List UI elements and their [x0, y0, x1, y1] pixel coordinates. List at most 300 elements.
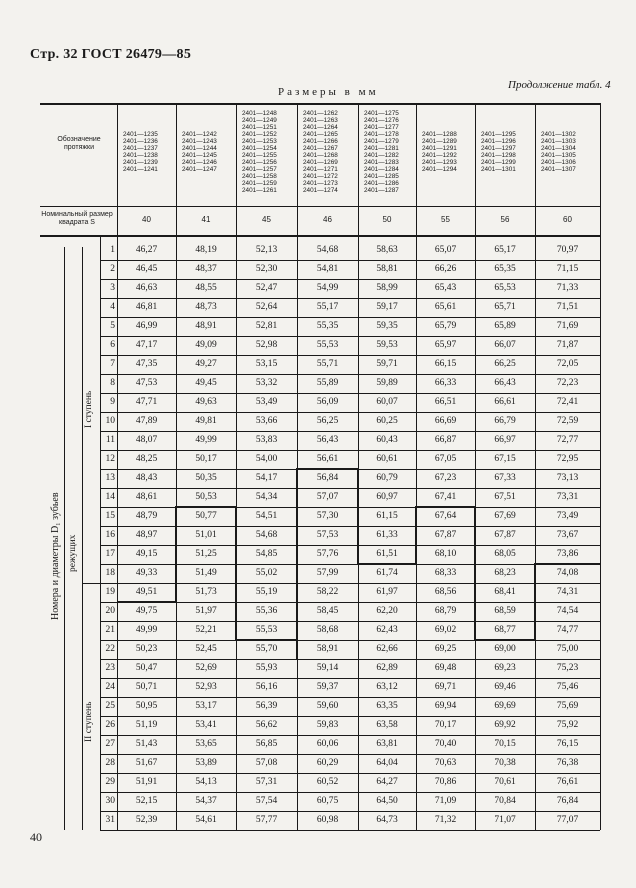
diameter-cell: 48,79	[135, 511, 158, 521]
tooth-number: 4	[110, 302, 115, 312]
diameter-cell: 75,00	[556, 644, 579, 654]
diameter-cell: 60,61	[376, 454, 398, 464]
diameter-cell: 49,63	[195, 397, 217, 407]
diameter-cell: 66,33	[434, 378, 457, 388]
diameter-cell: 74,77	[556, 625, 579, 635]
diameter-cell: 51,49	[195, 568, 217, 578]
diameter-cell: 65,79	[434, 321, 457, 331]
diameter-cell: 52,81	[255, 321, 278, 331]
diameter-cell: 60,52	[316, 777, 339, 787]
tooth-number: 18	[105, 568, 115, 578]
diameter-cell: 61,15	[376, 511, 398, 521]
step-line	[296, 468, 298, 659]
step-line	[236, 639, 297, 641]
tooth-number: 11	[105, 435, 115, 445]
diameter-cell: 74,54	[556, 606, 579, 616]
diameter-cell: 50,77	[195, 511, 217, 521]
nominal-size: 56	[500, 215, 510, 224]
diameter-cell: 55,53	[255, 625, 278, 635]
tooth-number: 3	[110, 283, 115, 293]
nominal-size: 40	[142, 215, 151, 224]
diameter-cell: 46,45	[135, 264, 158, 274]
nominal-size: 60	[563, 215, 572, 224]
diameter-cell: 72,05	[556, 359, 579, 369]
step-line	[235, 506, 237, 640]
diameter-cell: 65,35	[494, 264, 516, 274]
diameter-cell: 65,71	[494, 302, 516, 312]
diameter-cell: 68,10	[434, 549, 457, 559]
step-line	[475, 639, 535, 641]
diameter-cell: 55,71	[316, 359, 339, 369]
diameter-cell: 52,47	[255, 283, 278, 293]
diameter-cell: 66,25	[494, 359, 516, 369]
diameter-cell: 69,25	[434, 644, 457, 654]
diameter-cell: 47,71	[135, 397, 158, 407]
diameter-cell: 64,73	[376, 815, 398, 825]
diameter-cell: 56,39	[255, 701, 278, 711]
diameter-cell: 63,35	[376, 701, 398, 711]
tooth-number: 24	[105, 682, 115, 692]
diameter-cell: 73,86	[556, 549, 579, 559]
diameter-cell: 59,60	[316, 701, 339, 711]
diameter-cell: 53,17	[195, 701, 217, 711]
diameter-cell: 49,33	[135, 568, 158, 578]
diameter-cell: 51,67	[135, 758, 158, 768]
diameter-cell: 59,83	[316, 720, 339, 730]
tooth-number: 17	[105, 549, 115, 559]
units-caption: Размеры в мм	[278, 86, 379, 98]
diameter-cell: 70,15	[494, 739, 516, 749]
diameter-cell: 59,71	[376, 359, 398, 369]
diameter-cell: 54,51	[255, 511, 278, 521]
diameter-cell: 73,67	[556, 530, 579, 540]
diameter-cell: 76,15	[556, 739, 579, 749]
diameter-cell: 70,97	[556, 245, 579, 255]
diameter-cell: 60,79	[376, 473, 398, 483]
diameter-cell: 58,99	[376, 283, 398, 293]
diameter-cell: 72,23	[556, 378, 579, 388]
tooth-number: 29	[105, 777, 115, 787]
step-line	[415, 506, 417, 564]
row-rule	[100, 412, 600, 413]
diameter-cell: 66,87	[434, 435, 457, 445]
diameter-cell: 58,45	[316, 606, 339, 616]
diameter-cell: 65,07	[434, 245, 457, 255]
tooth-number: 10	[105, 416, 115, 426]
diameter-cell: 55,19	[255, 587, 278, 597]
diameter-cell: 56,62	[255, 720, 278, 730]
row-rule	[100, 374, 600, 375]
diameter-cell: 67,05	[434, 454, 457, 464]
diameter-cell: 48,91	[195, 321, 217, 331]
tooth-number: 20	[105, 606, 115, 616]
diameter-cell: 66,51	[434, 397, 457, 407]
diameter-cell: 71,07	[494, 815, 516, 825]
designation-list: 2401—1235 2401—1236 2401—1237 2401—1238 2401—1239 2401—1241	[123, 131, 158, 173]
step-line	[176, 506, 236, 508]
diameter-cell: 60,07	[376, 397, 398, 407]
nominal-size: 46	[323, 215, 332, 224]
row-rule	[100, 260, 600, 261]
tooth-number: 28	[105, 758, 115, 768]
row-rule	[100, 678, 600, 679]
diameter-cell: 66,61	[494, 397, 516, 407]
diameter-cell: 68,41	[494, 587, 516, 597]
diameter-cell: 63,81	[376, 739, 398, 749]
diameter-cell: 54,13	[195, 777, 217, 787]
diameter-cell: 71,09	[434, 796, 457, 806]
diameter-cell: 53,49	[255, 397, 278, 407]
tooth-number: 14	[105, 492, 115, 502]
diameter-cell: 58,63	[376, 245, 398, 255]
diameter-cell: 49,99	[195, 435, 217, 445]
diameter-cell: 67,23	[434, 473, 457, 483]
diameter-cell: 50,23	[135, 644, 158, 654]
diameter-cell: 72,95	[556, 454, 579, 464]
row-rule	[100, 279, 600, 280]
diameter-cell: 58,22	[316, 587, 339, 597]
diameter-cell: 60,97	[376, 492, 398, 502]
diameter-cell: 55,36	[255, 606, 278, 616]
diameter-cell: 58,68	[316, 625, 339, 635]
diameter-cell: 69,48	[434, 663, 457, 673]
diameter-cell: 67,87	[434, 530, 457, 540]
diameter-cell: 49,15	[135, 549, 158, 559]
diameter-cell: 64,27	[376, 777, 398, 787]
diameter-cell: 68,23	[494, 568, 516, 578]
diameter-cell: 46,63	[135, 283, 158, 293]
diameter-cell: 67,15	[494, 454, 516, 464]
row-rule	[100, 621, 600, 622]
designation-list: 2401—1275 2401—1276 2401—1277 2401—1278 2401—1279 2401—1281 2401—1282 2401—1283 2401—1284 2401—1285 2401—1286 2401—1287	[364, 110, 399, 194]
diameter-cell: 48,55	[195, 283, 217, 293]
header-rule	[40, 206, 600, 207]
row-rule	[100, 450, 600, 451]
diameter-cell: 66,15	[434, 359, 457, 369]
diameter-cell: 63,12	[376, 682, 398, 692]
diameter-cell: 58,81	[376, 264, 398, 274]
diameter-cell: 47,53	[135, 378, 158, 388]
nominal-size: 55	[441, 215, 450, 224]
diameter-cell: 46,81	[135, 302, 158, 312]
diameter-cell: 61,33	[376, 530, 398, 540]
diameter-cell: 57,54	[255, 796, 278, 806]
diameter-cell: 51,19	[135, 720, 158, 730]
diameter-cell: 49,27	[195, 359, 217, 369]
cutting-label: режущих	[68, 534, 78, 572]
diameter-cell: 69,02	[434, 625, 457, 635]
diameter-cell: 56,84	[316, 473, 339, 483]
diameter-cell: 65,97	[434, 340, 457, 350]
tooth-number: 9	[110, 397, 115, 407]
diameter-cell: 76,84	[556, 796, 579, 806]
diameter-cell: 59,53	[376, 340, 398, 350]
step-line	[535, 563, 600, 565]
diameter-cell: 49,51	[135, 587, 158, 597]
diameter-cell: 53,32	[255, 378, 278, 388]
tooth-number: 7	[110, 359, 115, 369]
diameter-cell: 48,73	[195, 302, 217, 312]
tooth-number: 21	[105, 625, 115, 635]
diameter-cell: 72,41	[556, 397, 579, 407]
diameter-cell: 57,77	[255, 815, 278, 825]
diameter-cell: 52,69	[195, 663, 217, 673]
diameter-cell: 59,35	[376, 321, 398, 331]
diameter-cell: 51,43	[135, 739, 158, 749]
diameter-cell: 65,53	[494, 283, 516, 293]
diameter-cell: 50,71	[135, 682, 158, 692]
diameter-cell: 69,92	[494, 720, 516, 730]
diameter-cell: 61,97	[376, 587, 398, 597]
diameter-cell: 54,17	[255, 473, 278, 483]
step-line	[175, 506, 177, 602]
row-rule	[100, 317, 600, 318]
diameter-cell: 69,46	[494, 682, 516, 692]
diameter-cell: 59,37	[316, 682, 339, 692]
diameter-cell: 54,37	[195, 796, 217, 806]
tooth-number: 2	[110, 264, 115, 274]
diameter-cell: 53,15	[255, 359, 278, 369]
diameter-cell: 58,91	[316, 644, 339, 654]
step-line	[358, 563, 416, 565]
designation-list: 2401—1248 2401—1249 2401—1251 2401—1252 2401—1253 2401—1254 2401—1255 2401—1256 2401—1257 2401—1258 2401—1259 2401—1261	[242, 110, 277, 194]
tooth-number: 15	[105, 511, 115, 521]
step-line	[357, 468, 359, 564]
diameter-cell: 70,84	[494, 796, 516, 806]
diameter-cell: 73,49	[556, 511, 579, 521]
nominal-size: 50	[382, 215, 392, 224]
tooth-number: 26	[105, 720, 115, 730]
diameter-cell: 74,08	[556, 568, 579, 578]
diameter-cell: 48,61	[135, 492, 158, 502]
diameter-cell: 52,64	[255, 302, 278, 312]
diameter-cell: 53,66	[255, 416, 278, 426]
row-rule	[100, 355, 600, 356]
diameter-cell: 73,13	[556, 473, 579, 483]
diameter-cell: 59,14	[316, 663, 339, 673]
diameter-cell: 67,87	[494, 530, 516, 540]
designation-list: 2401—1302 2401—1303 2401—1304 2401—1305 2401—1306 2401—1307	[541, 131, 576, 173]
diameter-cell: 71,33	[556, 283, 579, 293]
diameter-cell: 60,75	[316, 796, 339, 806]
diameter-cell: 74,31	[556, 587, 579, 597]
diameter-cell: 51,97	[195, 606, 217, 616]
tooth-number: 27	[105, 739, 115, 749]
diameter-cell: 65,17	[494, 245, 516, 255]
row-rule	[100, 773, 600, 774]
diameter-cell: 73,31	[556, 492, 579, 502]
step-line	[474, 506, 476, 640]
diameter-cell: 57,08	[255, 758, 278, 768]
diameter-cell: 51,01	[195, 530, 217, 540]
diameter-cell: 57,07	[316, 492, 339, 502]
diameter-cell: 47,35	[135, 359, 158, 369]
diameter-cell: 63,58	[376, 720, 398, 730]
diameter-cell: 61,51	[376, 549, 398, 559]
diameter-cell: 48,07	[135, 435, 158, 445]
diameter-cell: 59,89	[376, 378, 398, 388]
tooth-number: 1	[110, 245, 115, 255]
table-top-rule	[40, 103, 600, 105]
row-rule	[100, 393, 600, 394]
nominal-size: 41	[201, 215, 211, 224]
step-line	[117, 601, 176, 603]
diameter-cell: 52,13	[255, 245, 278, 255]
row-rule	[100, 659, 600, 660]
diameter-cell: 55,53	[316, 340, 339, 350]
diameter-cell: 48,43	[135, 473, 158, 483]
designation-list: 2401—1288 2401—1289 2401—1291 2401—1292 2401—1293 2401—1294	[422, 131, 457, 173]
tooth-number: 8	[110, 378, 115, 388]
diameter-cell: 71,15	[556, 264, 579, 274]
tooth-number: 25	[105, 701, 115, 711]
diameter-cell: 54,68	[255, 530, 278, 540]
diameter-cell: 55,89	[316, 378, 339, 388]
diameter-cell: 49,75	[135, 606, 158, 616]
diameter-cell: 52,30	[255, 264, 278, 274]
row-rule	[100, 431, 600, 432]
diameter-cell: 47,17	[135, 340, 158, 350]
nominal-size-label: Номинальный размер квадрата S	[41, 211, 113, 226]
diameter-cell: 66,97	[494, 435, 516, 445]
row-rule	[100, 298, 600, 299]
tooth-number: 5	[110, 321, 115, 331]
diameter-cell: 69,23	[494, 663, 516, 673]
row-rule	[100, 697, 600, 698]
diameter-cell: 75,23	[556, 663, 579, 673]
diameter-cell: 53,65	[195, 739, 217, 749]
diameter-cell: 70,61	[494, 777, 516, 787]
group-rule	[82, 247, 83, 830]
diameter-cell: 76,38	[556, 758, 579, 768]
diameter-cell: 56,16	[255, 682, 278, 692]
diameter-cell: 49,45	[195, 378, 217, 388]
diameter-cell: 66,69	[434, 416, 457, 426]
diameter-cell: 51,25	[195, 549, 217, 559]
row-rule	[100, 754, 600, 755]
diameter-cell: 57,76	[316, 549, 339, 559]
tooth-number: 22	[105, 644, 115, 654]
diameter-cell: 67,41	[434, 492, 457, 502]
continuation-caption: Продолжение табл. 4	[508, 79, 611, 91]
step-line	[534, 563, 536, 640]
diameter-cell: 68,77	[494, 625, 516, 635]
diameter-cell: 50,53	[195, 492, 217, 502]
diameter-cell: 48,19	[195, 245, 217, 255]
diameter-cell: 56,25	[316, 416, 339, 426]
row-rule	[100, 716, 600, 717]
tooth-number: 6	[110, 340, 115, 350]
diameter-cell: 48,25	[135, 454, 158, 464]
diameter-cell: 50,35	[195, 473, 217, 483]
diameter-cell: 51,73	[195, 587, 217, 597]
diameter-cell: 46,99	[135, 321, 158, 331]
diameter-cell: 55,02	[255, 568, 278, 578]
designation-label: Обозначение протяжки	[57, 136, 101, 151]
diameter-cell: 55,35	[316, 321, 339, 331]
diameter-cell: 53,83	[255, 435, 278, 445]
tooth-number: 19	[105, 587, 115, 597]
teeth-axis-label: Номера и диаметры D₁ зубьев	[50, 492, 61, 620]
diameter-cell: 50,17	[195, 454, 217, 464]
diameter-cell: 64,50	[376, 796, 398, 806]
diameter-cell: 70,86	[434, 777, 457, 787]
diameter-cell: 60,25	[376, 416, 398, 426]
diameter-cell: 50,47	[135, 663, 158, 673]
diameter-cell: 75,69	[556, 701, 579, 711]
diameter-cell: 51,91	[135, 777, 158, 787]
diameter-cell: 55,93	[255, 663, 278, 673]
diameter-cell: 70,63	[434, 758, 457, 768]
diameter-cell: 56,85	[255, 739, 278, 749]
diameter-cell: 49,81	[195, 416, 217, 426]
diameter-cell: 56,61	[316, 454, 339, 464]
diameter-cell: 54,99	[316, 283, 339, 293]
diameter-cell: 57,31	[255, 777, 278, 787]
diameter-cell: 52,98	[255, 340, 278, 350]
nominal-size: 45	[262, 215, 271, 224]
row-rule	[100, 336, 600, 337]
stage-1-label: I ступень	[84, 390, 94, 428]
diameter-cell: 49,99	[135, 625, 158, 635]
diameter-cell: 52,15	[135, 796, 158, 806]
diameter-cell: 53,89	[195, 758, 217, 768]
diameter-cell: 70,17	[434, 720, 457, 730]
diameter-cell: 54,85	[255, 549, 278, 559]
diameter-cell: 59,17	[376, 302, 398, 312]
diameter-cell: 65,89	[494, 321, 516, 331]
diameter-cell: 68,56	[434, 587, 457, 597]
diameter-cell: 66,07	[494, 340, 516, 350]
tooth-number: 13	[105, 473, 115, 483]
diameter-cell: 69,71	[434, 682, 457, 692]
tooth-number: 12	[105, 454, 115, 464]
nominal-rule	[40, 235, 600, 237]
diameter-cell: 67,64	[434, 511, 457, 521]
diameter-cell: 68,59	[494, 606, 516, 616]
diameter-cell: 52,93	[195, 682, 217, 692]
diameter-cell: 62,43	[376, 625, 398, 635]
step-line	[297, 468, 358, 470]
diameter-cell: 49,09	[195, 340, 217, 350]
stage-divider	[82, 583, 100, 584]
diameter-cell: 68,79	[434, 606, 457, 616]
tooth-number: 23	[105, 663, 115, 673]
diameter-cell: 66,43	[494, 378, 516, 388]
diameter-cell: 50,95	[135, 701, 158, 711]
diameter-cell: 55,17	[316, 302, 339, 312]
diameter-cell: 70,40	[434, 739, 457, 749]
diameter-cell: 67,33	[494, 473, 516, 483]
tooth-number: 30	[105, 796, 115, 806]
diameter-cell: 48,97	[135, 530, 158, 540]
group-rule	[64, 247, 65, 830]
diameter-cell: 71,32	[434, 815, 457, 825]
row-rule	[100, 488, 600, 489]
diameter-cell: 48,37	[195, 264, 217, 274]
diameter-cell: 53,41	[195, 720, 217, 730]
stage-2-label: II ступень	[84, 701, 94, 742]
diameter-cell: 52,45	[195, 644, 217, 654]
diameter-cell: 72,77	[556, 435, 579, 445]
diameter-cell: 67,51	[494, 492, 516, 502]
diameter-cell: 52,21	[195, 625, 217, 635]
diameter-cell: 65,43	[434, 283, 457, 293]
diameter-cell: 71,69	[556, 321, 579, 331]
diameter-cell: 72,59	[556, 416, 579, 426]
diameter-cell: 62,89	[376, 663, 398, 673]
diameter-cell: 54,81	[316, 264, 339, 274]
